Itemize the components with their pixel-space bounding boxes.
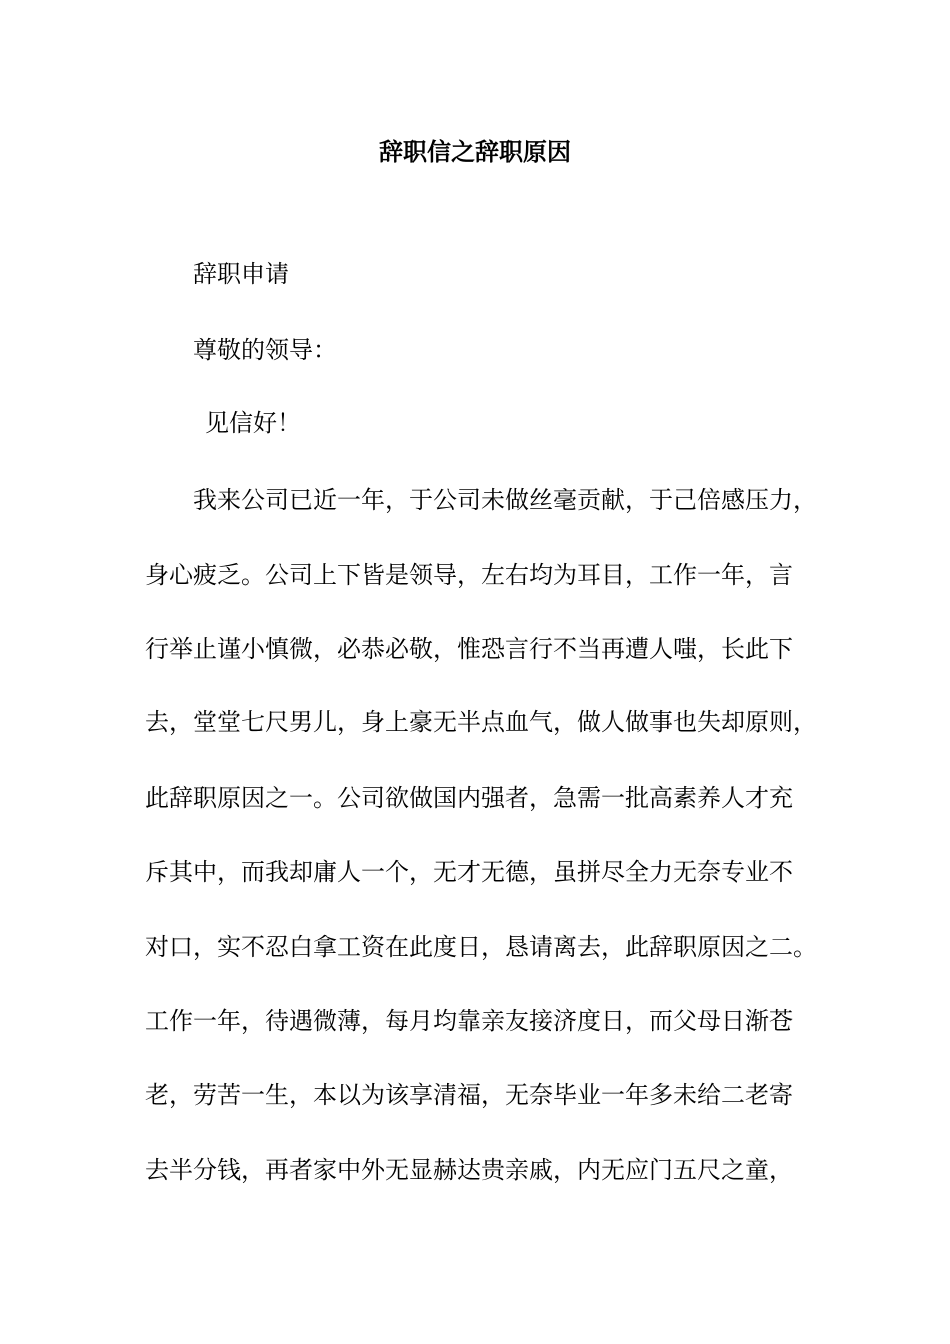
body-line: 此辞职原因之一。公司欲做国内强者，急需一批高素养人才充 bbox=[145, 784, 793, 812]
body-line: 对口，实不忍白拿工资在此度日，恳请离去，此辞职原因之二。 bbox=[145, 933, 817, 961]
body-line: 工作一年，待遇微薄，每月均靠亲友接济度日，而父母日渐苍 bbox=[145, 1007, 793, 1035]
body-line: 我来公司已近一年，于公司未做丝毫贡献，于己倍感压力， bbox=[193, 486, 817, 514]
body-line: 去半分钱，再者家中外无显赫达贵亲戚，内无应门五尺之童， bbox=[145, 1156, 793, 1184]
body-line: 行举止谨小慎微，必恭必敬，惟恐言行不当再遭人嗤，长此下 bbox=[145, 635, 793, 663]
body-line: 斥其中，而我却庸人一个，无才无德，虽拼尽全力无奈专业不 bbox=[145, 858, 793, 886]
body-line: 去，堂堂七尺男儿，身上豪无半点血气，做人做事也失却原则， bbox=[145, 708, 817, 736]
body-line: 身心疲乏。公司上下皆是领导，左右均为耳目，工作一年，言 bbox=[145, 561, 793, 589]
body-line: 老，劳苦一生，本以为该享清福，无奈毕业一年多未给二老寄 bbox=[145, 1081, 793, 1109]
letter-greeting: 见信好！ bbox=[205, 409, 301, 437]
letter-salutation: 尊敬的领导： bbox=[193, 336, 337, 364]
letter-heading: 辞职申请 bbox=[193, 260, 289, 288]
document-title: 辞职信之辞职原因 bbox=[379, 137, 571, 166]
